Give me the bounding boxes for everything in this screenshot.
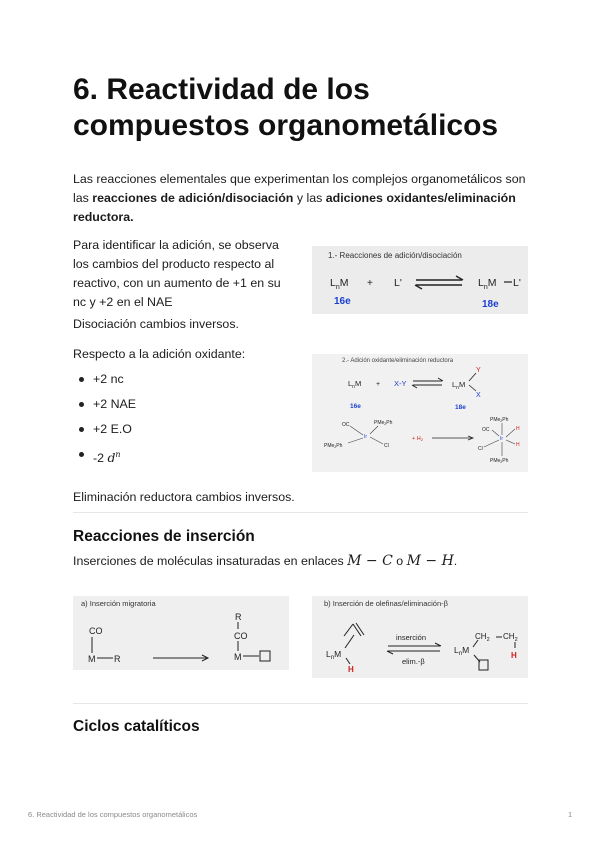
list-item: +2 E.O	[73, 420, 273, 445]
fig3-r-left: R	[114, 654, 121, 664]
fig1-right-ligand: L'	[513, 277, 521, 289]
equilibrium-arrow-icon	[412, 378, 443, 388]
fig2-h-right-bottom: H	[516, 442, 520, 448]
vacant-site-icon	[260, 651, 270, 661]
fig1-plus: +	[367, 278, 373, 289]
list-item: +2 nc	[73, 370, 273, 395]
figure-adicion-oxidante	[312, 354, 528, 472]
fig4-lm-left: $L_nM$	[326, 649, 342, 661]
disociacion-paragraph: Disociación cambios inversos.	[73, 317, 239, 331]
fig2-lm: $L_nM$	[348, 379, 362, 390]
fig1-title: 1.- Reacciones de adición/disociación	[328, 251, 462, 260]
insercion-text: Inserciones de moléculas insaturadas en enlaces	[73, 554, 348, 568]
fig1-left-complex: $L_nM$	[330, 277, 349, 291]
fig3-co-left: CO	[89, 626, 103, 636]
fig4-bond-mh	[346, 658, 350, 664]
octahedral-complex	[478, 417, 520, 464]
fig2-pme2ph-left-top: PMe$_2$Ph	[374, 420, 393, 426]
fig2-y: Y	[476, 367, 481, 374]
olefin-icon	[344, 623, 364, 648]
bullet4-sup: n	[115, 450, 121, 459]
fig2-oc-left: OC	[342, 422, 350, 428]
fig2-cl-right: Cl	[478, 446, 483, 452]
intro-bold-1: reacciones de adición/disociación	[92, 191, 294, 205]
fig1-electrons-left: 16e	[334, 296, 351, 307]
fig4-ch2-right: $CH_2$	[503, 632, 518, 643]
eliminacion-paragraph: Eliminación reductora cambios inversos.	[73, 490, 295, 504]
fig2-electrons-right: 18e	[455, 404, 466, 411]
fig2-x: X	[476, 392, 481, 399]
insercion-math-2: M − H	[406, 553, 454, 569]
fig4-insercion-label: inserción	[396, 633, 427, 642]
fig3-m-left: M	[88, 654, 96, 664]
fig2-plus: +	[376, 381, 381, 388]
square-planar-complex	[324, 420, 393, 449]
intro-text-2: y las	[293, 191, 326, 205]
fig4-ch2-left: $CH_2$	[475, 632, 490, 643]
fig4-title: b) Inserción de olefinas/eliminación-β	[324, 599, 448, 608]
intro-bold-2: adiciones oxidantes/eliminación reductora.	[73, 191, 516, 224]
section-heading-ciclos: Ciclos catalíticos	[73, 718, 200, 735]
fig2-cl-left: Cl	[384, 443, 389, 449]
oxidante-bullet-list	[73, 370, 273, 470]
fig2-pme2ph-right-bottom: PMe$_2$Ph	[490, 458, 509, 464]
fig3-r-right: R	[235, 612, 242, 622]
intro-paragraph	[73, 170, 533, 227]
figure-insercion-migratoria	[73, 596, 289, 670]
divider	[73, 512, 528, 513]
list-item	[73, 445, 273, 470]
insercion-o: o	[392, 554, 407, 568]
fig3-m-right: M	[234, 652, 242, 662]
equilibrium-arrow-icon	[387, 643, 441, 654]
bullet4-prefix: -2	[93, 451, 108, 466]
list-item: +2 NAE	[73, 395, 273, 420]
adicion-paragraph: Para identificar la adición, se observa los cambios del producto respecto al reactivo, con un aumento de +1 en su nc y +2 en el NAE	[73, 238, 281, 309]
fig2-ir-left: Ir	[364, 434, 368, 440]
reaction-arrow-icon	[432, 436, 473, 440]
fig4-h-left: H	[348, 665, 354, 674]
fig4-elim-label: elim.-β	[402, 657, 425, 666]
fig2-oc-right: OC	[482, 427, 490, 433]
footer-title: 6. Reactividad de los compuestos organometálicos	[28, 810, 198, 819]
fig1-ligand: L'	[394, 277, 402, 289]
section-heading-insercion: Reacciones de inserción	[73, 528, 255, 545]
fig2-title: 2.- Adición oxidante/eliminación reductora	[342, 358, 454, 364]
fig3-co-right: CO	[234, 631, 248, 641]
divider	[73, 703, 528, 704]
fig2-pme2ph-left-bottom: PMe$_2$Ph	[324, 443, 343, 449]
fig2-h-right-top: H	[516, 426, 520, 432]
fig1-electrons-right: 18e	[482, 299, 499, 310]
fig4-bond-m-ch2	[473, 640, 478, 647]
fig2-pme2ph-right-top: PMe$_2$Ph	[490, 417, 509, 423]
fig2-electrons-left: 16e	[350, 403, 361, 410]
fig2-ir-right: Ir	[500, 436, 504, 442]
fig4-lm-right: $L_nM$	[454, 645, 470, 657]
fig2-bond-y	[469, 373, 476, 381]
vacant-site-icon	[479, 660, 488, 670]
fig2-h2: + H2	[412, 436, 423, 442]
intro-text-1: Las reacciones elementales que experimentan los complejos organometálicos son las	[73, 172, 526, 205]
figure-insercion-olefinas	[312, 596, 528, 678]
fig3-title: a) Inserción migratoria	[81, 599, 156, 608]
insercion-dot: .	[453, 554, 458, 568]
insercion-math-1: M − C	[347, 553, 393, 569]
page-number: 1	[568, 810, 573, 819]
insercion-paragraph	[73, 552, 533, 571]
fig2-xy: X-Y	[394, 379, 407, 388]
fig2-bond-x	[469, 385, 476, 391]
fig4-h-right: H	[511, 651, 517, 660]
reaction-arrow-icon	[153, 655, 208, 661]
oxidante-label: Respecto a la adición oxidante:	[73, 347, 246, 361]
figure-adicion-disociacion	[312, 246, 528, 314]
fig1-right-complex: $L_nM$	[478, 277, 497, 291]
equilibrium-arrow-icon	[415, 276, 463, 289]
bullet4-math: d	[107, 450, 116, 466]
fig2-product-lm: $L_nM$	[452, 380, 466, 391]
page-title: 6. Reactividad de los compuestos organometálicos	[73, 73, 499, 142]
